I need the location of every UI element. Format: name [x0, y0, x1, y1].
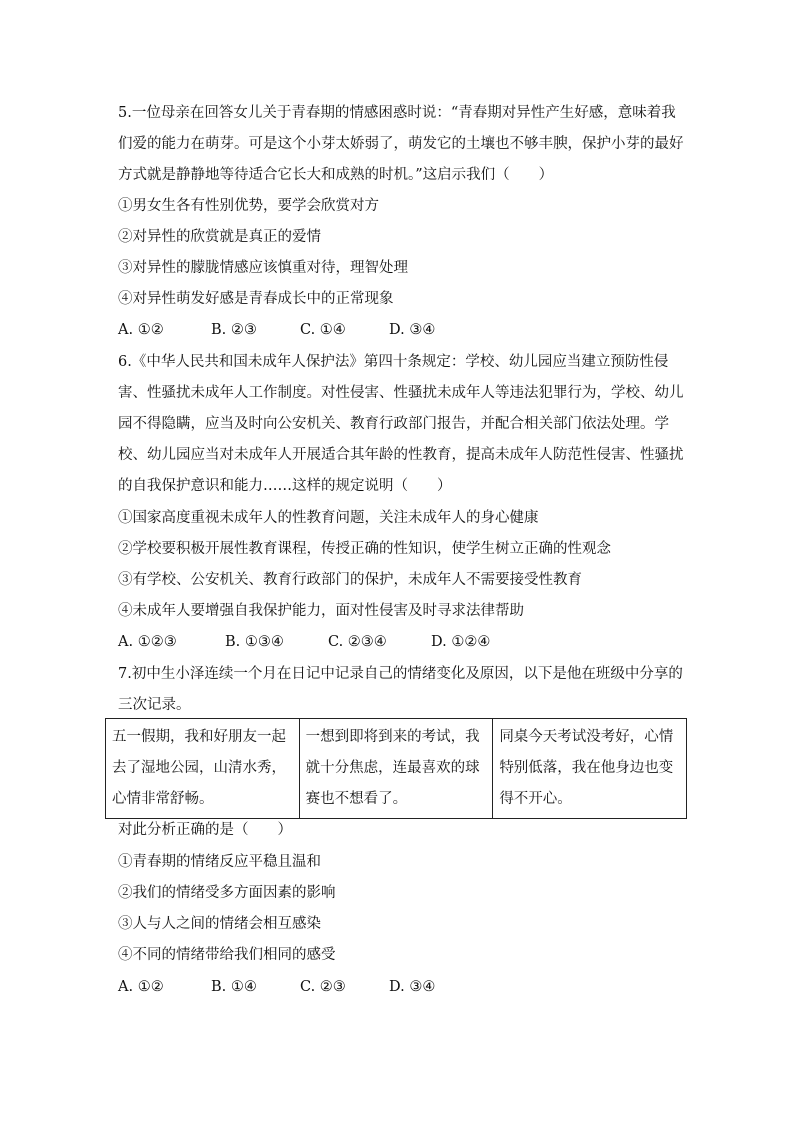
- option-d: D. ③④: [389, 322, 436, 338]
- table-cell: 同桌今天考试没考好，心情特别低落，我在他身边也变得不开心。: [493, 719, 687, 819]
- question-7-item-3: ③人与人之间的情绪会相互感染: [118, 916, 321, 932]
- question-5-stem: 5.一位母亲在回答女儿关于青春期的情感困惑时说：“青春期对异性产生好感，意味着我们爱的能力在萌芽。可是这个小芽太娇弱了，萌发它的土壤也不够丰腴，保护小芽的最好方式就是静静地等待适合它长大和成熟的时机。”这启示我们（ ）: [118, 105, 684, 183]
- table-cell: 五一假期，我和好朋友一起去了湿地公园，山清水秀，心情非常舒畅。: [106, 719, 300, 819]
- question-5-item-1: ①男女生各有性别优势，要学会欣赏对方: [118, 198, 379, 214]
- option-b: B. ②③: [211, 322, 257, 338]
- question-6-item-4: ④未成年人要增强自我保护能力，面对性侵害及时寻求法律帮助: [118, 603, 524, 619]
- question-5-item-4: ④对异性萌发好感是青春成长中的正常现象: [118, 291, 394, 307]
- question-6-options: [118, 632, 490, 652]
- option-c: C. ②③: [300, 979, 346, 995]
- question-7-options: [118, 977, 435, 997]
- question-7-item-1: ①青春期的情绪反应平稳且温和: [118, 854, 321, 870]
- question-7-item-4: ④不同的情绪带给我们相同的感受: [118, 947, 336, 963]
- option-b: B. ①③④: [225, 634, 284, 650]
- question-7-item-2: ②我们的情绪受多方面因素的影响: [118, 885, 336, 901]
- option-d: D. ①②④: [431, 634, 491, 650]
- question-6-stem: 6.《中华人民共和国未成年人保护法》第四十条规定：学校、幼儿园应当建立预防性侵害、性骚扰未成年人工作制度。对性侵害、性骚扰未成年人等违法犯罪行为，学校、幼儿园不得隐瞒，应当及时向公安机关、教育行政部门报告，并配合相关部门依法处理。学校、幼儿园应当对未成年人开展适合其年龄的性教育，提高未成年人防范性侵害、性骚扰的自我保护意识和能力……这样的规定说明（ ）: [118, 354, 684, 494]
- diary-records-table: [105, 718, 687, 819]
- question-6-item-3: ③有学校、公安机关、教育行政部门的保护，未成年人不需要接受性教育: [118, 572, 582, 588]
- option-c: C. ①④: [300, 322, 346, 338]
- table-cell: 一想到即将到来的考试，我就十分焦虑，连最喜欢的球赛也不想看了。: [299, 719, 493, 819]
- option-d: D. ③④: [389, 979, 436, 995]
- question-5-item-3: ③对异性的朦胧情感应该慎重对待，理智处理: [118, 260, 408, 276]
- question-5-item-2: ②对异性的欣赏就是真正的爱情: [118, 229, 321, 245]
- question-7-prompt: 对此分析正确的是（ ）: [118, 822, 292, 838]
- option-a: A. ①②③: [118, 634, 177, 650]
- option-b: B. ①④: [211, 979, 257, 995]
- option-a: A. ①②: [118, 979, 164, 995]
- option-c: C. ②③④: [328, 634, 387, 650]
- question-6-item-1: ①国家高度重视未成年人的性教育问题，关注未成年人的身心健康: [118, 510, 539, 526]
- option-a: A. ①②: [118, 322, 164, 338]
- question-7-stem: 7.初中生小泽连续一个月在日记中记录自己的情绪变化及原因，以下是他在班级中分享的三次记录。: [118, 666, 683, 713]
- question-5-options: [118, 320, 435, 340]
- question-6-item-2: ②学校要积极开展性教育课程，传授正确的性知识，使学生树立正确的性观念: [118, 541, 611, 557]
- table-row: [106, 719, 687, 819]
